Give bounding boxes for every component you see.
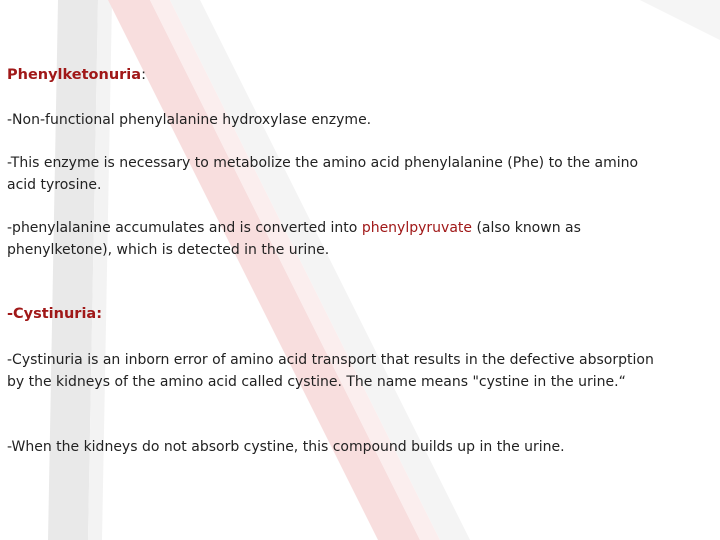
pku-paragraph-1: -Non-functional phenylalanine hydroxylase enzyme. xyxy=(7,112,372,128)
heading-colon: : xyxy=(141,67,146,83)
pku-paragraph-3 xyxy=(7,217,667,261)
red-stripe-light xyxy=(150,0,440,540)
gray-stripe-right xyxy=(170,0,473,540)
cystinuria-paragraph-2: -When the kidneys do not absorb cystine, this compound builds up in the urine. xyxy=(7,439,565,455)
heading-text: Phenylketonuria xyxy=(7,67,142,83)
heading-phenylketonuria xyxy=(7,67,146,83)
pku-paragraph-2: -This enzyme is necessary to metabolize the amino acid phenylalanine (Phe) to the amino acid tyrosine. xyxy=(7,155,639,193)
heading-cystinuria: -Cystinuria: xyxy=(7,306,102,322)
cystinuria-paragraph-1: -Cystinuria is an inborn error of amino acid transport that results in the defective absorption by the kidneys of the amino acid called cystine. The name means "cystine in the urine.“ xyxy=(7,352,654,390)
corner-shape xyxy=(640,0,720,40)
pku-p3-text-after: (also known as phenylketone), which is detected in the urine. xyxy=(7,220,581,258)
phenylpyruvate-highlight: phenylpyruvate xyxy=(361,220,473,236)
pku-p3-text-before: -phenylalanine accumulates and is converted into xyxy=(7,220,362,236)
red-stripe xyxy=(108,0,420,540)
